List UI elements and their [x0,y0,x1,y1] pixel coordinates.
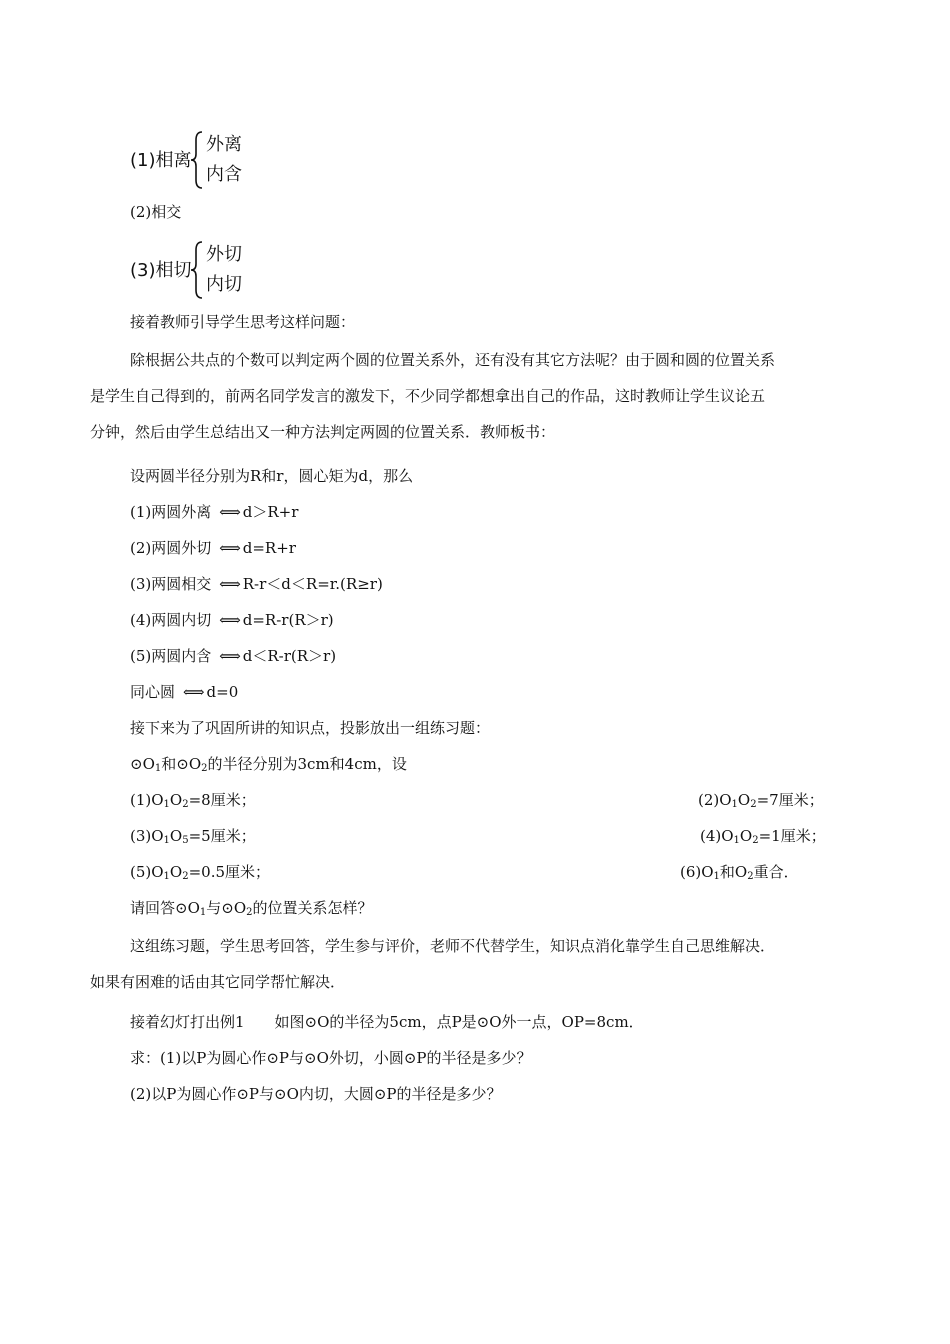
classification-option: 内含 [206,164,242,185]
classification-separated [130,128,290,190]
relation-name: (5)两圆内含 [130,647,212,665]
relation-row [130,646,336,666]
text-run: (3)O [130,827,164,845]
paragraph-discussion: 如果有困难的话由其它同学帮忙解决． [90,973,346,991]
relation-name: (3)两圆相交 [130,575,212,593]
subscript: 1 [199,907,207,918]
exercise-item [130,790,256,810]
equivalence-icon: ⟺ [219,611,241,629]
classification-label: (3)相切 [130,260,192,281]
classification-option: 外离 [206,134,242,155]
text-run: =5厘米； [188,827,256,845]
exercise-question [130,898,373,918]
relation-condition: d＞R+r [242,503,299,521]
subscript: 2 [750,799,757,810]
text-run: 的位置关系怎样？ [252,899,373,917]
paragraph-method: 是学生自己得到的，前两名同学发言的激发下，不少同学都想拿出自己的作品，这时教师让学生议论五 [90,387,766,405]
classification-label: (1)相离 [130,150,192,171]
exercise-item [680,862,799,882]
text-run: 和⊙O [161,755,202,773]
subscript: 1 [733,835,740,846]
subscript: 2 [201,763,208,774]
paragraph-method: 分钟，然后由学生总结出又一种方法判定两圆的位置关系．教师板书： [90,423,556,441]
relation-row [130,682,238,702]
classification-intersect: (2)相交 [130,203,182,221]
text-run: (6)O [680,863,714,881]
equivalence-icon: ⟺ [219,539,241,557]
subscript: 2 [752,835,759,846]
classification-option: 外切 [206,244,242,265]
subscript: 1 [163,871,170,882]
text-run: 请回答⊙O [130,899,200,917]
subscript: 1 [163,835,170,846]
subscript: 2 [747,871,754,882]
exercise-item [130,862,270,882]
subscript: 1 [713,871,720,882]
exercise-item [698,790,824,810]
curly-brace-icon [190,240,204,300]
classification-tangent [130,238,290,300]
subscript: 5 [182,835,189,846]
text-run: 的半径分别为3cm和4cm，设 [207,755,407,773]
text-run: =8厘米； [188,791,256,809]
text-run: =1厘米； [758,827,826,845]
text-run: O [169,863,183,881]
relation-name: (2)两圆外切 [130,539,212,557]
relation-name: (1)两圆外离 [130,503,212,521]
exercise-intro: 接下来为了巩固所讲的知识点，投影放出一组练习题： [130,719,491,737]
example-question: 求：(1)以P为圆心作⊙P与⊙O外切，小圆⊙P的半径是多少？ [130,1049,532,1067]
equivalence-icon: ⟺ [219,503,241,521]
relation-name: 同心圆 [130,683,176,701]
subscript: 1 [163,799,170,810]
relation-row [130,538,296,558]
text-run: 与⊙O [206,899,247,917]
equivalence-icon: ⟺ [219,647,241,665]
paragraph-setup: 设两圆半径分别为R和r，圆心矩为d，那么 [130,467,414,485]
text-run: O [169,791,183,809]
relation-condition: d=0 [206,683,239,701]
equivalence-icon: ⟺ [183,683,205,701]
relation-row [130,574,383,594]
text-run: (2)O [698,791,732,809]
text-run: =7厘米； [756,791,824,809]
subscript: 2 [246,907,253,918]
relation-condition: d＜R-r(R＞r) [242,647,337,665]
example-question: (2)以P为圆心作⊙P与⊙O内切，大圆⊙P的半径是多少？ [130,1085,502,1103]
text-run: O [739,827,753,845]
text-run: =0.5厘米； [188,863,271,881]
example-intro: 接着幻灯打出例1 如图⊙O的半径为5cm，点P是⊙O外一点，OP=8cm． [130,1013,644,1031]
relation-condition: d=R-r(R＞r) [242,611,334,629]
text-run: (4)O [700,827,734,845]
exercise-item [700,826,826,846]
paragraph-method: 除根据公共点的个数可以判定两个圆的位置关系外，还有没有其它方法呢？由于圆和圆的位置关系 [130,351,776,369]
relation-row [130,610,334,630]
relation-name: (4)两圆内切 [130,611,212,629]
curly-brace-icon [190,130,204,190]
relation-condition: R-r＜d＜R=r.(R≥r) [242,575,383,593]
exercise-given [130,754,407,774]
paragraph-guide: 接着教师引导学生思考这样问题： [130,313,356,331]
classification-option: 内切 [206,274,242,295]
text-run: (1)O [130,791,164,809]
equivalence-icon: ⟺ [219,575,241,593]
text-run: ⊙O [130,755,155,773]
subscript: 2 [182,871,189,882]
subscript: 2 [182,799,189,810]
text-run: 重合． [753,863,799,881]
paragraph-discussion: 这组练习题，学生思考回答，学生参与评价，老师不代替学生，知识点消化靠学生自己思维解决． [130,937,776,955]
text-run: (5)O [130,863,164,881]
text-run: 和O [719,863,748,881]
relation-row [130,502,298,522]
subscript: 1 [154,763,162,774]
text-run: O [169,827,183,845]
text-run: O [737,791,751,809]
subscript: 1 [731,799,738,810]
relation-condition: d=R+r [242,539,296,557]
exercise-item [130,826,256,846]
